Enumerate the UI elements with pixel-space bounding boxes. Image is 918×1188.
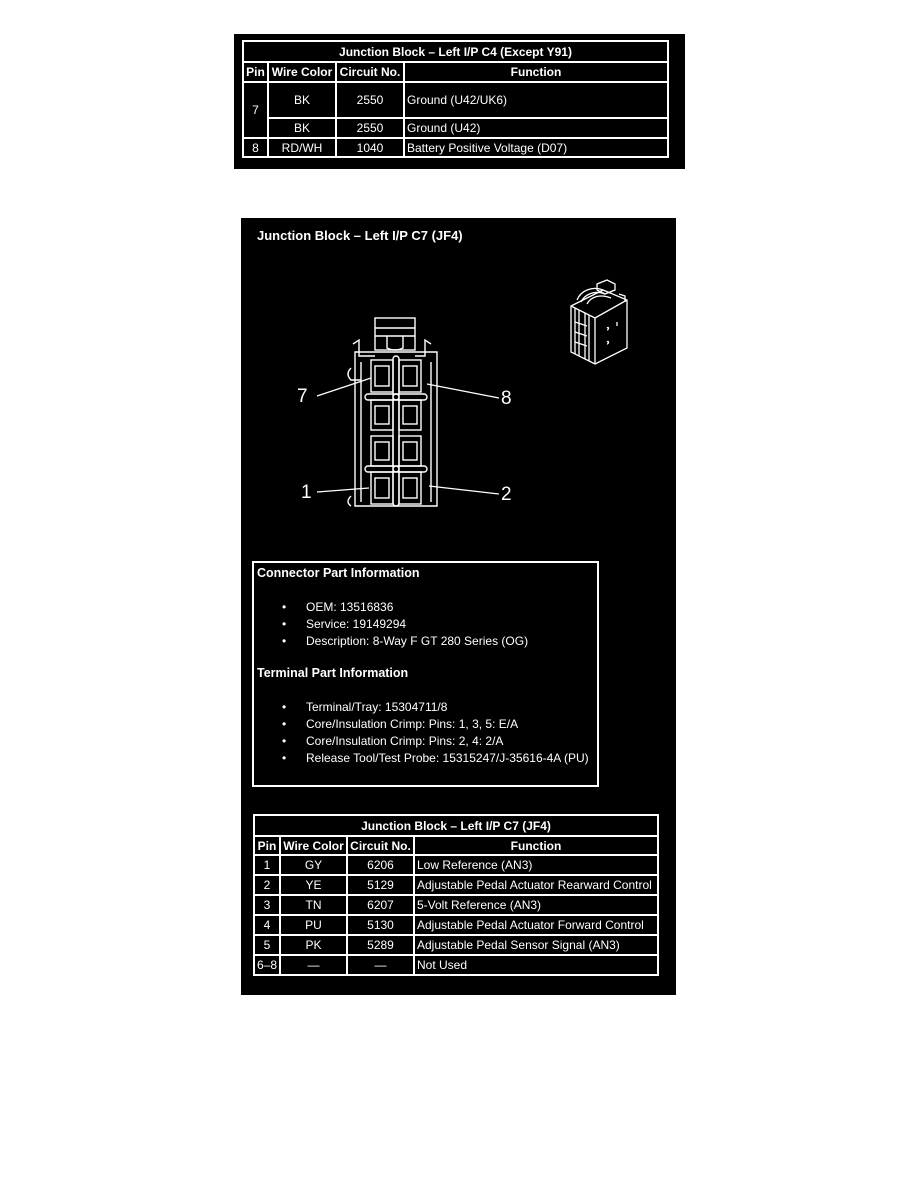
pin-callout-1: 1 [301,482,312,503]
pin-cell: 8 [243,138,268,157]
list-item: • OEM: 13516836 [282,599,528,616]
column-header-pin: Pin [243,62,268,82]
function-cell: Adjustable Pedal Actuator Rearward Control [414,875,658,895]
pin-cell: 3 [254,895,280,915]
circuit-cell: 6207 [347,895,414,915]
c7-connector-panel [241,218,676,995]
circuit-cell: 2550 [336,118,404,138]
function-cell: Ground (U42/UK6) [404,82,668,118]
list-item: • Release Tool/Test Probe: 15315247/J-35616-4A (PU) [282,750,589,767]
circuit-cell: 2550 [336,82,404,118]
function-cell: Low Reference (AN3) [414,855,658,875]
pin-callout-8: 8 [501,388,512,409]
pin-callout-2: 2 [501,484,512,505]
column-header-wire-color: Wire Color [268,62,336,82]
callout-leader-lines [241,218,676,518]
pin-cell: 4 [254,915,280,935]
pin-cell: 5 [254,935,280,955]
table-row [243,82,668,118]
wire-color-cell: RD/WH [268,138,336,157]
c4-pinout-table [242,40,669,158]
function-cell: Battery Positive Voltage (D07) [404,138,668,157]
table-row [254,875,658,895]
table-row [254,915,658,935]
list-item: • Service: 19149294 [282,616,528,633]
column-header-pin: Pin [254,836,280,855]
wire-color-cell: PU [280,915,347,935]
pin-cell: 7 [243,82,268,138]
connector-part-info-list [282,599,528,650]
table-row [254,955,658,975]
wire-color-cell: TN [280,895,347,915]
list-item: • Core/Insulation Crimp: Pins: 1, 3, 5: E/A [282,716,589,733]
pin-cell: 2 [254,875,280,895]
wire-color-cell: — [280,955,347,975]
circuit-cell: 5129 [347,875,414,895]
c4-table-panel [234,34,685,169]
table-row [254,855,658,875]
circuit-cell: 5130 [347,915,414,935]
pin-cell: 6–8 [254,955,280,975]
table-title: Junction Block – Left I/P C7 (JF4) [254,815,658,836]
list-item: • Core/Insulation Crimp: Pins: 2, 4: 2/A [282,733,589,750]
table-row [243,118,668,138]
function-cell: Not Used [414,955,658,975]
table-title: Junction Block – Left I/P C4 (Except Y91) [243,41,668,62]
column-header-wire-color: Wire Color [280,836,347,855]
terminal-part-info-list [282,699,589,767]
pin-callout-7: 7 [297,386,308,407]
panel-title: Junction Block – Left I/P C7 (JF4) [257,228,463,243]
column-header-circuit: Circuit No. [347,836,414,855]
wire-color-cell: GY [280,855,347,875]
pin-cell: 1 [254,855,280,875]
part-information-box [252,561,599,787]
column-header-function: Function [404,62,668,82]
wire-color-cell: BK [268,118,336,138]
function-cell: 5-Volt Reference (AN3) [414,895,658,915]
connector-part-info-heading: Connector Part Information [257,566,420,580]
table-row [254,935,658,955]
wire-color-cell: YE [280,875,347,895]
list-item: • Description: 8-Way F GT 280 Series (OG) [282,633,528,650]
list-item: • Terminal/Tray: 15304711/8 [282,699,589,716]
wire-color-cell: BK [268,82,336,118]
table-row [243,138,668,157]
column-header-function: Function [414,836,658,855]
circuit-cell: 6206 [347,855,414,875]
table-row [254,895,658,915]
column-header-circuit: Circuit No. [336,62,404,82]
circuit-cell: 5289 [347,935,414,955]
function-cell: Ground (U42) [404,118,668,138]
c7-pinout-table [253,814,659,976]
function-cell: Adjustable Pedal Actuator Forward Control [414,915,658,935]
function-cell: Adjustable Pedal Sensor Signal (AN3) [414,935,658,955]
wire-color-cell: PK [280,935,347,955]
circuit-cell: — [347,955,414,975]
circuit-cell: 1040 [336,138,404,157]
terminal-part-info-heading: Terminal Part Information [257,666,409,680]
